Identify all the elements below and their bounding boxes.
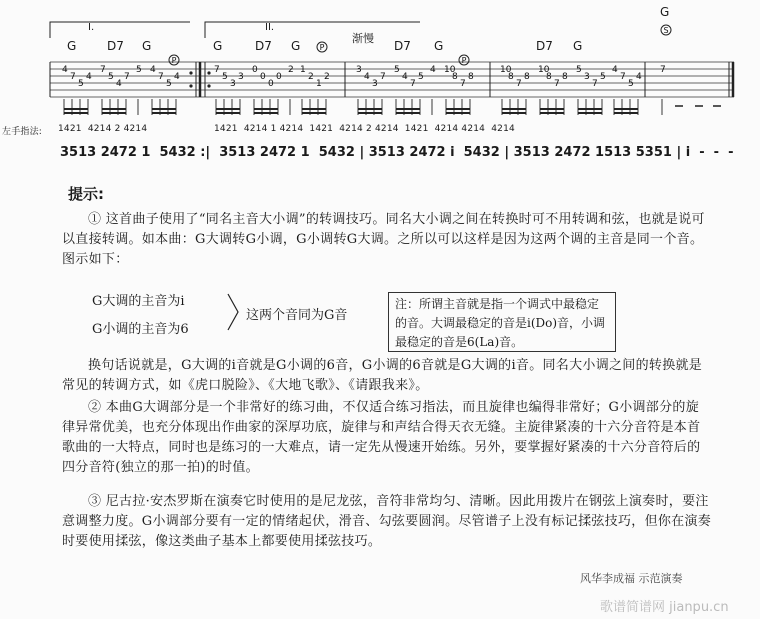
volta-2-bracket (205, 22, 420, 38)
tab-number: 0 (252, 65, 258, 75)
tab-number: 5 (418, 72, 424, 82)
tab-number: 4 (612, 65, 618, 75)
beam (64, 112, 88, 114)
chord-label: D7 (255, 39, 272, 53)
tab-number: 1 (300, 65, 306, 75)
beam (614, 108, 638, 110)
tab-number: 5 (222, 72, 228, 82)
beam (446, 108, 470, 110)
tab-number: 4 (86, 72, 92, 82)
pluck-mark: P (319, 43, 325, 52)
beam (358, 112, 382, 114)
tab-number: 4 (174, 72, 180, 82)
same-note-line: 这两个音同为G音 (246, 308, 348, 323)
fingering-row: 1421 4214 1 4214 1421 4214 2 4214 1421 4214 4214 4214 (214, 124, 515, 134)
tab-number: 7 (620, 72, 626, 82)
tab-number: 5 (136, 65, 142, 75)
chord-label: G (142, 39, 152, 53)
pluck-mark: P (461, 56, 467, 65)
tab-number: 7 (660, 65, 666, 75)
tab-number: 2 (324, 72, 330, 82)
tab-number: 4 (62, 65, 68, 75)
chord-label: D7 (536, 39, 553, 53)
tab-number: 7 (460, 79, 466, 89)
beam (396, 108, 420, 110)
volta-1-label: I. (88, 22, 95, 33)
beam (152, 112, 176, 114)
tab-number: 8 (468, 72, 474, 82)
tab-number: 5 (108, 72, 114, 82)
tab-number: 5 (78, 79, 84, 89)
beam (302, 108, 326, 110)
tab-number: 7 (592, 79, 598, 89)
tab-number: 5 (394, 65, 400, 75)
tab-number: 5 (576, 65, 582, 75)
beam (396, 112, 420, 114)
beam (102, 108, 126, 110)
tab-number: 4 (364, 72, 370, 82)
paragraph-1: ① 这首曲子使用了“同名主音大小调”的转调技巧。同名大小调之间在转换时可不用转调和弦，也就是说可以直接转调。如本曲：G大调转G小调，G小调转G大调。之所以可以这样是因为这两个调的主音是同一个音。图示如下： (62, 212, 705, 267)
tab-number: 8 (562, 72, 568, 82)
beam (302, 112, 326, 114)
tab-number: 2 (288, 65, 294, 75)
tab-number: 4 (150, 65, 156, 75)
tab-number: 7 (158, 72, 164, 82)
tab-number: 7 (70, 72, 76, 82)
tab-number: 8 (452, 72, 458, 82)
tab-number: 8 (508, 72, 514, 82)
note-box: 注：所谓主音就是指一个调式中最稳定的音。大调最稳定的音是i(Do)音，小调最稳定的音是6(La)音。 (388, 292, 616, 352)
numbered-notation-line: 3513 2472 1 5432 :| 3513 2472 1 5432 | 3513 2472 i 5432 | 3513 2472 1513 5351 | i - - - (60, 145, 734, 160)
major-tonic-line: G大调的主音为i (92, 294, 185, 309)
beam (502, 112, 526, 114)
tab-number: 8 (546, 72, 552, 82)
tab-number: 4 (402, 72, 408, 82)
beam (446, 112, 470, 114)
tab-number: 7 (554, 79, 560, 89)
tab-number: 7 (214, 65, 220, 75)
tab-number: 5 (628, 79, 634, 89)
tab-number: 4 (116, 79, 122, 89)
chord-label: D7 (394, 39, 411, 53)
hint-title: 提示: (68, 185, 104, 203)
tab-number: 3 (356, 65, 362, 75)
tab-number: 10 (444, 65, 456, 75)
tab-number: 7 (124, 72, 130, 82)
beam (216, 108, 240, 110)
beam (102, 112, 126, 114)
tab-number: 10 (538, 65, 550, 75)
beam (64, 108, 88, 110)
tempo-mark: 渐慢 (352, 32, 374, 45)
chord-label: G (291, 39, 301, 53)
beam (254, 112, 278, 114)
beam (216, 112, 240, 114)
tab-number: 7 (410, 79, 416, 89)
chord-label: G (573, 39, 583, 53)
tab-number: 2 (308, 72, 314, 82)
tab-number: 7 (100, 65, 106, 75)
beam (358, 108, 382, 110)
chord-label: G (434, 39, 444, 53)
chord-label: G (213, 39, 223, 53)
chord-label: G (660, 5, 670, 19)
beam (578, 108, 602, 110)
tab-number: 0 (268, 79, 274, 89)
tab-number: 8 (524, 72, 530, 82)
chord-label: G (67, 39, 77, 53)
tab-number: 3 (230, 79, 236, 89)
paragraph-4: ③ 尼古拉·安杰罗斯在演奏它时使用的是尼龙弦，音符非常均匀、清晰。因此用拨片在钢弦上演奏时，要注意调整力度。G小调部分要有一定的情绪起伏，滑音、勾弦要圆润。尽管谱子上没有标记揉弦技巧，但你在演奏时要使用揉弦，像这类曲子基本上都要使用揉弦技巧。 (62, 494, 712, 549)
watermark: 歌谱简谱网 jianpu.cn (600, 600, 729, 615)
tab-number: 1 (316, 79, 322, 89)
beam (614, 112, 638, 114)
chord-label: D7 (107, 39, 124, 53)
minor-tonic-line: G小调的主音为6 (92, 322, 189, 337)
tab-number: 5 (600, 72, 606, 82)
tab-number: 7 (380, 72, 386, 82)
tab-number: 3 (584, 72, 590, 82)
tab-number: 3 (238, 72, 244, 82)
tab-number: 5 (166, 79, 172, 89)
pluck-mark: P (171, 56, 177, 65)
volta-2-label: II. (265, 22, 275, 33)
paragraph-2: 换句话说就是，G大调的i音就是G小调的6音，G小调的6音就是G大调的i音。同名大小调之间的转换就是常见的转调方式，如《虎口脱险》、《大地飞歌》、《请跟我来》。 (62, 358, 703, 393)
tab-number: 4 (636, 72, 642, 82)
beam (502, 108, 526, 110)
tab-number: 10 (500, 65, 512, 75)
tab-number: 0 (276, 72, 282, 82)
fingering-row: 1421 4214 2 4214 (58, 124, 148, 134)
credit-line: 风华李成福 示范演奏 (580, 572, 683, 585)
tab-number: 0 (260, 72, 266, 82)
beam (540, 108, 564, 110)
beam (254, 108, 278, 110)
paragraph-3: ② 本曲G大调部分是一个非常好的练习曲，不仅适合练习指法，而且旋律也编得非常好；G小调部分的旋律异常优美，也充分体现出作曲家的深厚功底，旋律与和声结合得天衣无缝。主旋律紧凑的十六分音符是本首歌曲的一大特点，同时也是练习的一大难点，请一定先从慢速开始练。另外，要掌握好紧凑的十六分音符后的四分音符(独立的那一拍)的时值。 (62, 400, 701, 475)
beam (578, 112, 602, 114)
beam (152, 108, 176, 110)
volta-1-bracket (50, 22, 190, 38)
left-hand-label: 左手指法: (2, 127, 43, 137)
brace-arrow (226, 292, 242, 332)
pluck-mark: S (663, 26, 669, 35)
tab-number: 3 (372, 79, 378, 89)
beam (540, 112, 564, 114)
tab-number: 4 (430, 65, 436, 75)
tab-number: 7 (516, 79, 522, 89)
guitar-tab-score (0, 0, 760, 180)
